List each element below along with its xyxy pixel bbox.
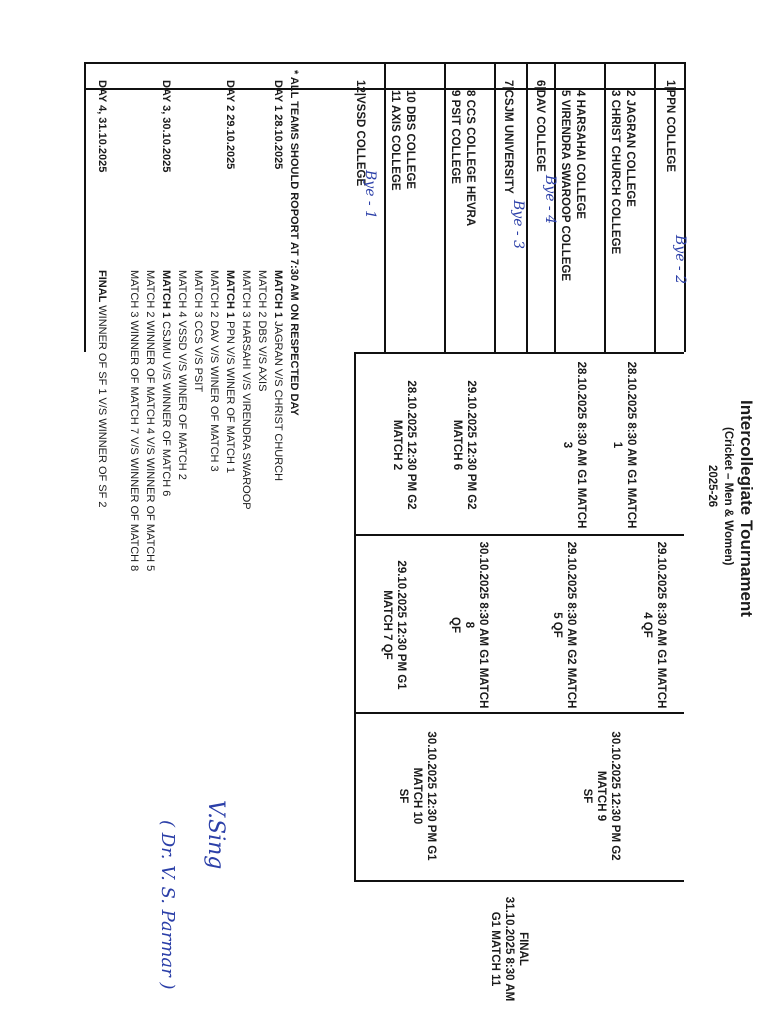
day4-line1: FINAL WINNER OF SF 1 V/S WINNER OF SF 2 <box>96 270 108 508</box>
day1-label: DAY 1 28.10.2025 <box>272 80 284 170</box>
bracket-r2-right <box>354 534 684 536</box>
round2-match-4: 29.10.2025 8:30 AM G1 MATCH 4 QF <box>641 541 667 709</box>
bracket-bottom-line <box>84 62 86 352</box>
page-subtitle: (Cricket – Men & Women) <box>722 427 734 566</box>
page-title: Intercollegiate Tournament <box>737 400 756 617</box>
round1-match-3: 28.10.2025 8:30 AM G1 MATCH 3 <box>561 361 587 529</box>
team-6: 6|DAV COLLEGE <box>534 80 546 172</box>
day1-line1: MATCH 1 JAGRAN V/S CHRIST CHURCH <box>272 270 284 482</box>
team-4: 4 HARSAHAI COLLEGE <box>574 90 586 220</box>
final-match: FINAL 31.10.2025 8:30 AM G1 MATCH 11 <box>489 896 529 1002</box>
team-3: 3 CHRIST CHURCH COLLEGE <box>609 90 621 255</box>
bye-note-7: Bye - 3 <box>510 200 526 250</box>
day3-label: DAY 3, 30.10.2025 <box>160 80 172 173</box>
team-8: 8 CCS COLLEGE HEVRA <box>464 90 476 227</box>
row-line <box>494 62 496 352</box>
day3-line1: MATCH 1 CSJMU V/S WINNER OF MATCH 6 <box>160 270 172 497</box>
team-number: 1 <box>664 80 676 87</box>
semi-match-10: 30.10.2025 12:30 PM G1 MATCH 10 SF <box>397 731 437 861</box>
row-line <box>384 62 386 352</box>
day1-line2: MATCH 2 DBS V/S AXIS <box>256 270 268 392</box>
bye-note-12: Bye - 1 <box>362 170 378 220</box>
round1-match-1: 28.10.2025 8:30 AM G1 MATCH 1 <box>611 361 637 529</box>
signature-scribble: V.Sing <box>203 800 228 870</box>
day2-line1: MATCH 1 PPN V/S WINER OF MATCH 1 <box>224 270 236 474</box>
report-time-note: * ALL TEAMS SHOULD ROPORT AT 7:30 AM ON RESPECTED DAY <box>288 70 300 416</box>
day1-line3: MATCH 3 HARSAHI V/S VIRENDRA SWAROOP <box>240 270 252 510</box>
season-label: 2025-26 <box>706 465 718 508</box>
row-line <box>444 62 446 352</box>
row-line <box>654 62 656 352</box>
round1-match-6: 29.10.2025 12:30 PM G2 MATCH 6 <box>451 380 477 510</box>
day4-label: DAY 4, 31.10.2025 <box>96 80 108 173</box>
day2-line4: MATCH 4 VSSD V/S WINER OF MATCH 2 <box>176 270 188 480</box>
team-7: 7|CSJM UNIVERSITY <box>502 80 514 194</box>
team-11: 11 AXIS COLLEGE <box>389 90 401 191</box>
semi-match-9: 30.10.2025 12:30 PM G2 MATCH 9 SF <box>581 731 621 861</box>
bye-note-6: Bye - 4 <box>542 175 558 225</box>
team-9: 9 PSIT COLLEGE <box>449 90 461 184</box>
bracket-r1-right <box>354 352 684 354</box>
round2-match-7: 29.10.2025 12:30 PM G1 MATCH 7 QF <box>381 560 407 690</box>
team-5: 5 VIRENDRA SWAROOP COLLEGE <box>559 90 571 282</box>
team-1: 1|PPN COLLEGE <box>664 80 676 173</box>
bracket-bottom-edge <box>354 352 356 882</box>
bye-note-1: Bye - 2 <box>672 235 688 285</box>
bracket-final-right <box>354 880 684 882</box>
team-2: 2 JAGRAN COLLEGE <box>624 90 636 207</box>
day2-line3: MATCH 3 CCS V/S PSIT <box>192 270 204 393</box>
day3-line3: MATCH 3 WINNER OF MATCH 7 V/S WINNER OF MATCH 8 <box>128 270 140 572</box>
round1-match-2: 28.10.2025 12:30 PM G2 MATCH 2 <box>391 380 417 510</box>
day2-label: DAY 2 29.10.2025 <box>224 80 236 170</box>
bracket-top-line <box>684 62 686 352</box>
row-line <box>604 62 606 352</box>
signatory-name: ( Dr. V. S. Parmar ) <box>157 820 178 990</box>
team-name: PPN COLLEGE <box>664 89 676 173</box>
round2-match-5: 29.10.2025 8:30 AM G2 MATCH 5 QF <box>551 541 577 709</box>
day2-line2: MATCH 2 DAV V/S WINER OF MATCH 3 <box>208 270 220 472</box>
row-line <box>526 62 528 352</box>
round2-match-8: 30.10.2025 8:30 AM G1 MATCH 8 QF <box>449 541 489 709</box>
team-12: 12|VSSD COLLEGE <box>354 80 366 187</box>
team-10: 10 DBS COLLEGE <box>404 90 416 190</box>
bracket-sf-right <box>354 712 684 714</box>
day3-line2: MATCH 2 WINNER OF MATCH 4 V/S WINNER OF MATCH 5 <box>144 270 156 572</box>
